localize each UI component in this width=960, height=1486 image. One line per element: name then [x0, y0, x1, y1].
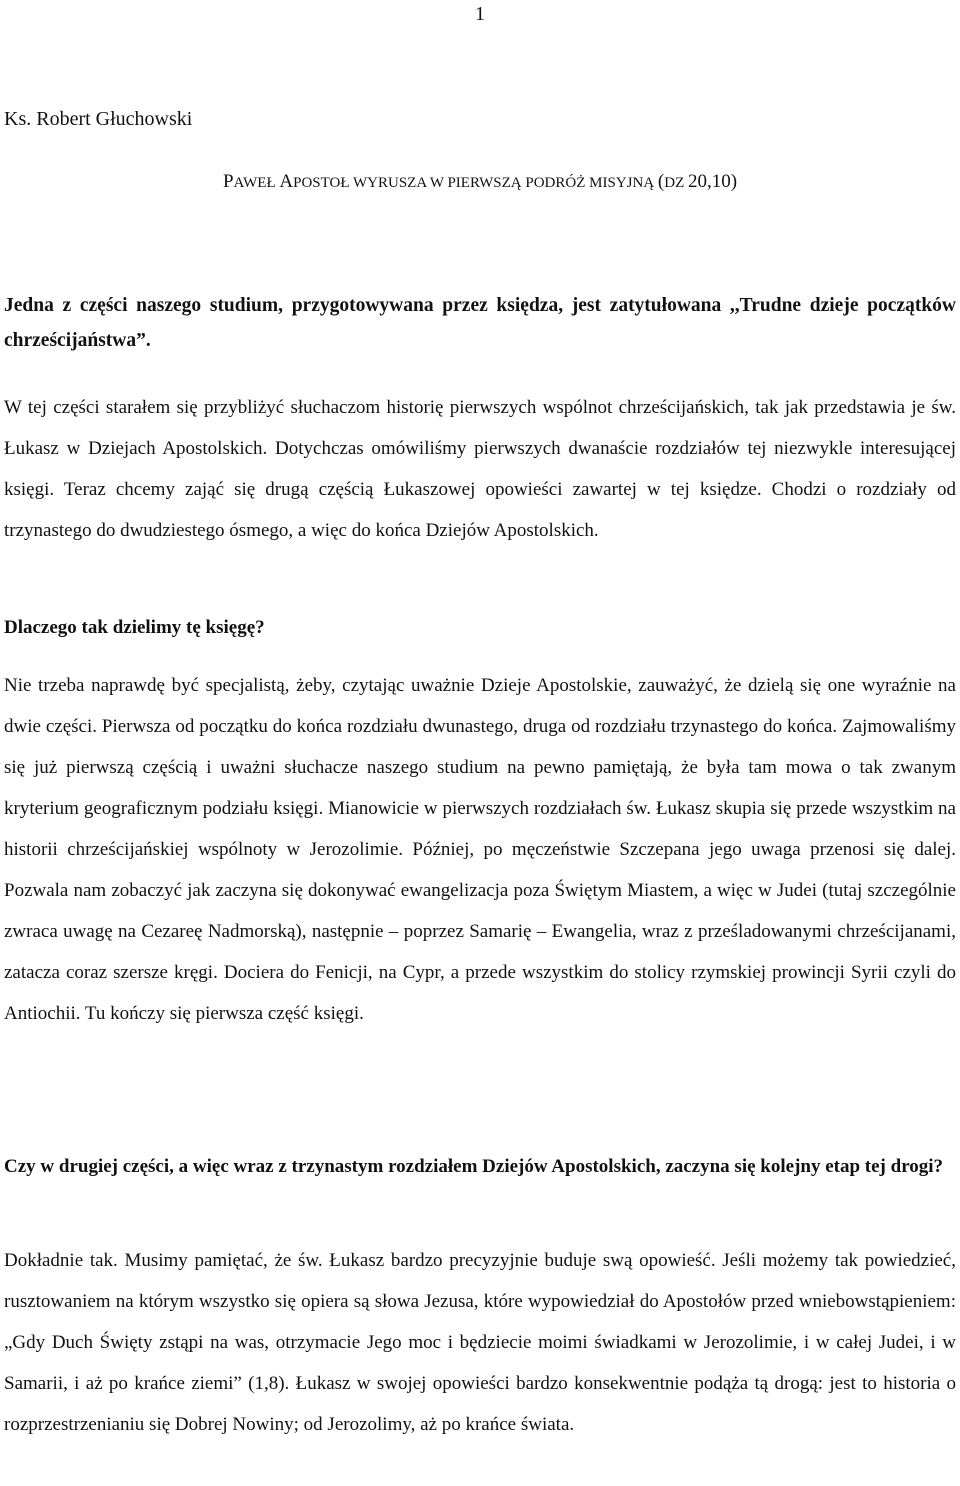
title-part: (: [657, 171, 665, 192]
question-1: Dlaczego tak dzielimy tę księgę?: [4, 617, 265, 638]
title-part: P: [222, 171, 234, 192]
document-title: [0, 170, 960, 195]
title-part: POSTOŁ WYRUSZA W PIERWSZĄ PODRÓŻ MISYJNĄ: [293, 175, 658, 191]
paragraph-3: Dokładnie tak. Musimy pamiętać, że św. Łukasz bardzo precyzyjnie buduje swą opowieść. Jeśli możemy tak powiedzieć, rusztowaniem na którym wszystko się opiera są słowa Jezusa, które wypowiedział do Apostołów przed wniebowstąpieniem: „Gdy Duch Święty zstąpi na was, otrzymacie Jego moc i będziecie moimi świadkami w Jerozolimie, i w całej Judei, i w Samarii, i aż po krańce ziemi” (1,8). Łukasz w swojej opowieści bardzo konsekwentnie podąża tą drogą: jest to historia o rozprzestrzenianiu się Dobrej Nowiny; od Jerozolimy, aż po krańce świata.: [4, 1250, 956, 1435]
page-number: 1: [475, 3, 485, 25]
paragraph-1: W tej części starałem się przybliżyć słuchaczom historię pierwszych wspólnot chrześcijańskich, tak jak przedstawia je św. Łukasz w Dziejach Apostolskich. Dotychczas omówiliśmy pierwszych dwanaście rozdziałów tej niezwykle interesującej księgi. Teraz chcemy zająć się drugą częścią Łukaszowej opowieści zawartej w tej księdze. Chodzi o rozdziały od trzynastego do dwudziestego ósmego, a więc do końca Dziejów Apostolskich.: [4, 397, 956, 541]
paragraph-2: Nie trzeba naprawdę być specjalistą, żeby, czytając uważnie Dzieje Apostolskie, zauważyć, że dzielą się one wyraźnie na dwie części. Pierwsza od początku do końca rozdziału dwunastego, druga od rozdziału trzynastego do końca. Zajmowaliśmy się już pierwszą częścią i uważni słuchacze naszego studium na pewno pamiętają, że była tam mowa o tak zwanym kryterium geograficznym podziału księgi. Mianowicie w pierwszych rozdziałach św. Łukasz skupia się przede wszystkim na historii chrześcijańskiej wspólnoty w Jerozolimie. Później, po męczeństwie Szczepana jego uwaga przenosi się dalej. Pozwala nam zobaczyć jak zaczyna się dokonywać ewangelizacja poza Świętym Miastem, a więc w Judei (tutaj szczególnie zwraca uwagę na Cezareę Nadmorską), następnie – poprzez Samarię – Ewangelia, wraz z prześladowanymi chrześcijanami, zatacza coraz szersze kręgi. Dociera do Fenicji, na Cypr, a przede wszystkim do stolicy rzymskiej prowincji Syrii czyli do Antiochii. Tu kończy się pierwsza część księgi.: [4, 675, 956, 1024]
author-name: Ks. Robert Głuchowski: [4, 108, 193, 130]
title-part: AWEŁ: [233, 175, 280, 191]
title-part: 20,10): [687, 171, 738, 192]
question-2: Czy w drugiej części, a więc wraz z trzynastym rozdziałem Dziejów Apostolskich, zaczyna się kolejny etap tej drogi?: [4, 1156, 944, 1177]
lead-question: Jedna z części naszego studium, przygotowywana przez księdza, jest zatytułowana ,,Trudne dzieje początków chrześcijaństwa”.: [4, 295, 956, 351]
title-part: A: [279, 171, 294, 192]
title-part: DZ: [664, 175, 688, 191]
